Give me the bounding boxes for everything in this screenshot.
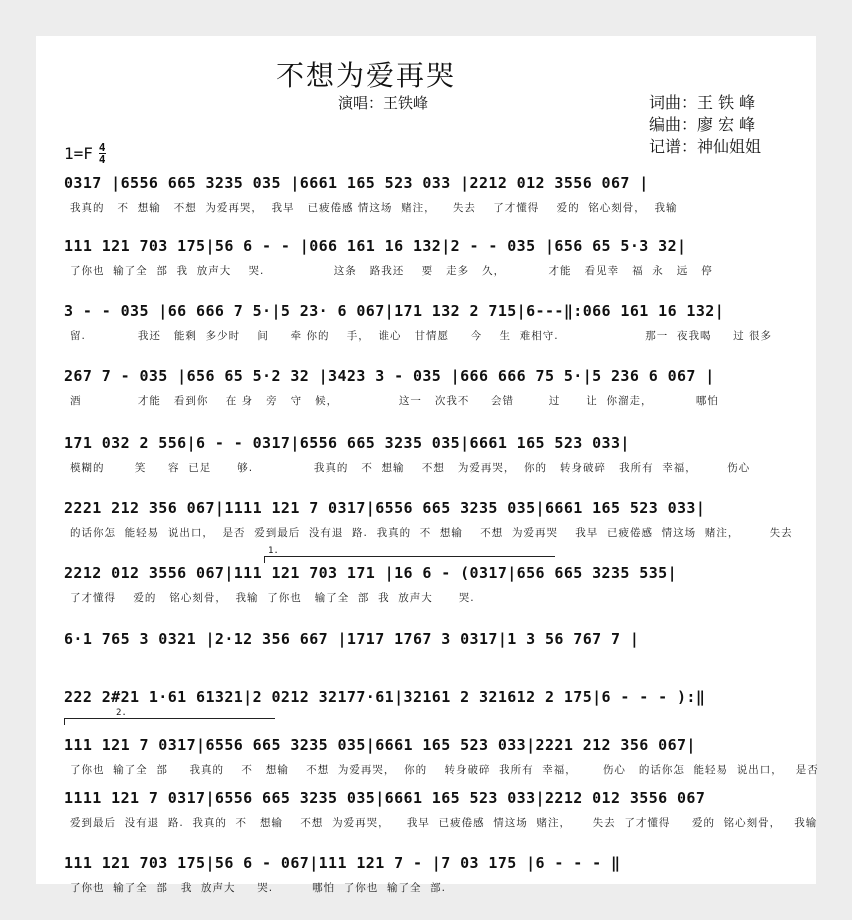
key-signature bbox=[64, 142, 106, 165]
lyric-line: 模糊的 笑 容 已足 够. 我真的 不 想输 不想 为爱再哭， 你的 转身破碎 我所有 幸福， 伤心 bbox=[70, 462, 751, 474]
lyricist-composer: 词曲：王 铁 峰 bbox=[649, 93, 756, 112]
ending-2-label: 2. bbox=[116, 708, 127, 718]
notation-line: 111 121 7 0317|6556 665 3235 035|6661 165 523 033|2221 212 356 067| bbox=[64, 736, 696, 754]
lyric-line bbox=[70, 714, 810, 730]
lyric-line: 爱到最后 没有退 路. 我真的 不 想输 不想 为爱再哭， 我早 已疲倦感 情这场 赌注， 失去 了才懂得 爱的 铭心刻骨， 我输 bbox=[70, 817, 818, 829]
notation-line: 171 032 2 556|6 - - 0317|6556 665 3235 035|6661 165 523 033| bbox=[64, 434, 630, 452]
lyric-line: 我真的 不 想输 不想 为爱再哭， 我早 已疲倦感 情这场 赌注， 失去 了才懂得 爱的 铭心刻骨， 我输 bbox=[70, 202, 678, 214]
lyric-line: 了你也 输了全 部 我 放声大 哭. 这条 路我还 要 走多 久， 才能 看见幸 福 永 远 停 bbox=[70, 265, 713, 277]
transcriber: 记谱：神仙姐姐 bbox=[649, 137, 762, 156]
ending-1-bracket bbox=[264, 556, 555, 563]
lyric-line bbox=[70, 656, 810, 672]
notation-line: 1111 121 7 0317|6556 665 3235 035|6661 165 523 033|2212 012 3556 067 bbox=[64, 789, 706, 807]
notation-line: 0317 |6556 665 3235 035 |6661 165 523 033 |2212 012 3556 067 | bbox=[64, 174, 649, 192]
notation-line: 2221 212 356 067|1111 121 7 0317|6556 665 3235 035|6661 165 523 033| bbox=[64, 499, 706, 517]
lyric-line: 留. 我还 能剩 多少时 间 牵 你的 手， 谁心 甘情愿 今 生 难相守. 那一 夜我喝 过 很多 bbox=[70, 330, 772, 342]
lyric-line: 酒 才能 看到你 在 身 旁 守 候， 这一 次我不 会错 过 让 你溜走， 哪怕 bbox=[70, 395, 719, 407]
time-bottom: 4 bbox=[98, 153, 106, 166]
time-top: 4 bbox=[98, 141, 106, 154]
notation-line: 2212 012 3556 067|111 121 703 171 |16 6 - (0317|656 665 3235 535| bbox=[64, 564, 677, 582]
score-sheet bbox=[36, 36, 819, 894]
ending-1-label: 1. bbox=[268, 546, 279, 556]
notation-line: 111 121 703 175|56 6 - - |066 161 16 132|2 - - 035 |656 65 5·3 32| bbox=[64, 237, 687, 255]
lyric-line: 了你也 输了全 部 我 放声大 哭. 哪怕 了你也 输了全 部. bbox=[70, 882, 446, 894]
time-signature bbox=[99, 142, 106, 165]
lyric-line: 了才懂得 爱的 铭心刻骨， 我输 了你也 输了全 部 我 放声大 哭. bbox=[70, 592, 475, 604]
lyric-line: 的话你怎 能轻易 说出口， 是否 爱到最后 没有退 路. 我真的 不 想输 不想 为爱再哭 我早 已疲倦感 情这场 赌注， 失去 bbox=[70, 527, 793, 539]
credits-block bbox=[649, 92, 761, 158]
notation-line: 6·1 765 3 0321 |2·12 356 667 |1717 1767 3 0317|1 3 56 767 7 | bbox=[64, 630, 640, 648]
notation-line: 267 7 - 035 |656 65 5·2 32 |3423 3 - 035 |666 666 75 5·|5 236 6 067 | bbox=[64, 367, 715, 385]
notation-line: 222 2#21 1·61 61321|2 0212 32177·61|32161 2 321612 2 175|6 - - - ):‖ bbox=[64, 688, 706, 706]
singer-credit: 演唱：王铁峰 bbox=[338, 94, 429, 112]
notation-line: 3 - - 035 |66 666 7 5·|5 23· 6 067|171 132 2 715|6---‖:066 161 16 132| bbox=[64, 302, 725, 320]
arranger: 编曲：廖 宏 峰 bbox=[649, 115, 756, 134]
lyric-line: 了你也 输了全 部 我真的 不 想输 不想 为爱再哭， 你的 转身破碎 我所有 幸福， 伤心 的话你怎 能轻易 说出口， 是否 bbox=[70, 764, 819, 776]
key-label: 1=F bbox=[64, 144, 93, 163]
song-title: 不想为爱再哭 bbox=[275, 59, 456, 92]
notation-line: 111 121 703 175|56 6 - 067|111 121 7 - |7 03 175 |6 - - - ‖ bbox=[64, 854, 621, 872]
